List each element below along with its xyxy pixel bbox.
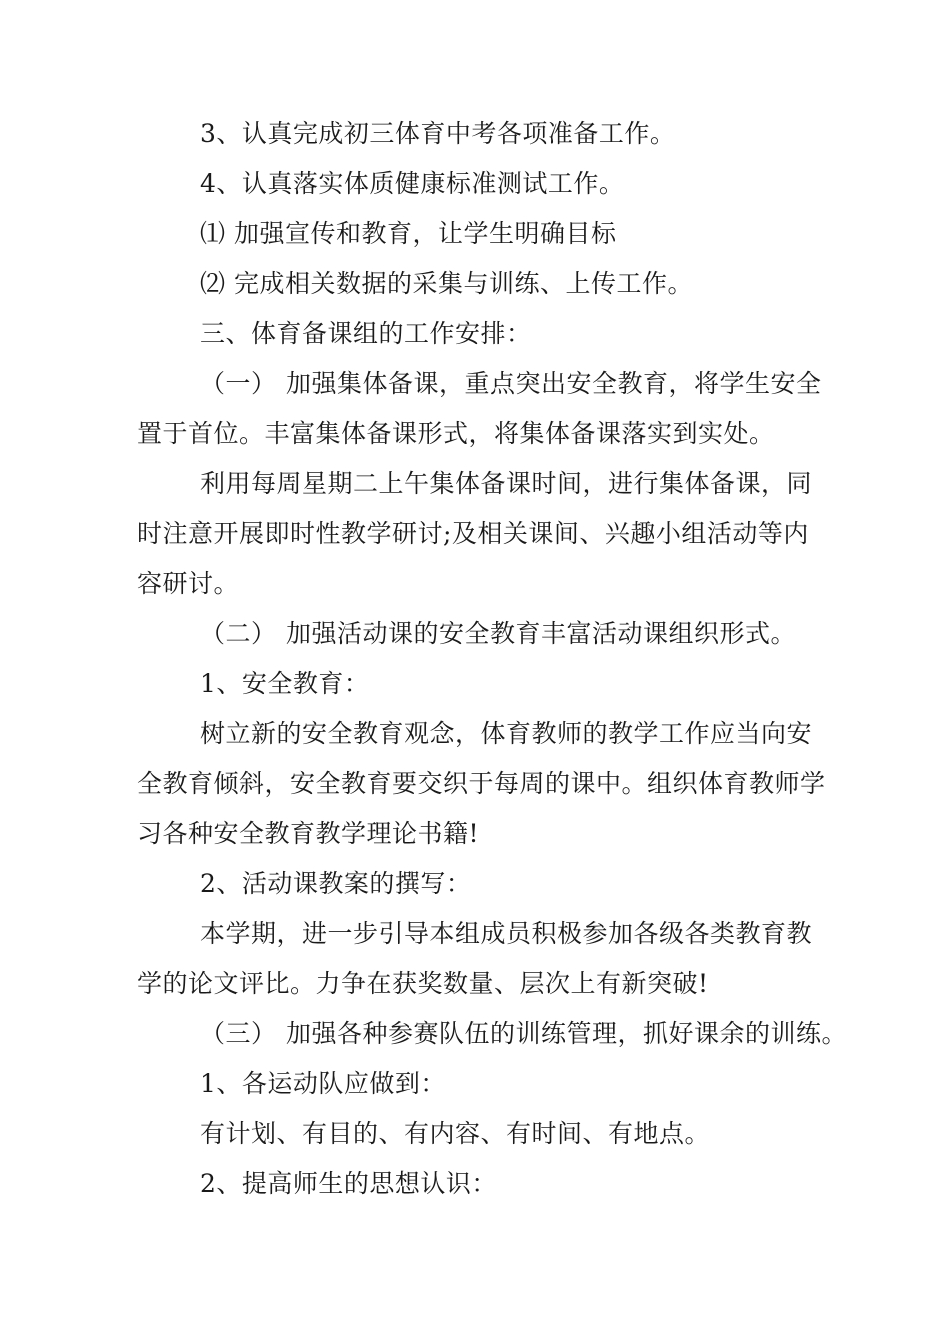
paragraph-line: ⑵ 完成相关数据的采集与训练、上传工作。: [200, 269, 693, 298]
subsection-label: （二）: [200, 619, 277, 648]
subsection-heading: [200, 369, 822, 399]
subsection-label: （三）: [200, 1019, 277, 1048]
paragraph-line: 利用每周星期二上午集体备课时间，进行集体备课，同: [200, 469, 813, 498]
paragraph-line: 时注意开展即时性教学研讨;及相关课间、兴趣小组活动等内: [137, 519, 809, 548]
subsection-text: 加强集体备课，重点突出安全教育，将学生安全: [286, 369, 822, 398]
paragraph-line: ⑴ 加强宣传和教育，让学生明确目标: [200, 219, 617, 248]
paragraph-line: 4、认真落实体质健康标准测试工作。: [200, 169, 625, 198]
paragraph-line: 习各种安全教育教学理论书籍!: [137, 819, 480, 848]
subsection-heading: [200, 1019, 847, 1049]
paragraph-line: 树立新的安全教育观念，体育教师的教学工作应当向安: [200, 719, 813, 748]
paragraph-line: 2、活动课教案的撰写：: [200, 869, 472, 898]
subsection-label: （一）: [200, 369, 277, 398]
subsection-text: 加强各种参赛队伍的训练管理，抓好课余的训练。: [286, 1019, 848, 1048]
paragraph-line: 1、安全教育：: [200, 669, 370, 698]
paragraph-line: 容研讨。: [137, 569, 240, 598]
paragraph-line: 有计划、有目的、有内容、有时间、有地点。: [200, 1119, 711, 1148]
paragraph-line: 本学期，进一步引导本组成员积极参加各级各类教育教: [200, 919, 813, 948]
section-heading: 三、体育备课组的工作安排：: [200, 319, 532, 348]
paragraph-line: 3、认真完成初三体育中考各项准备工作。: [200, 119, 676, 148]
paragraph-line: 2、提高师生的思想认识：: [200, 1169, 497, 1198]
paragraph-line: 1、各运动队应做到：: [200, 1069, 446, 1098]
paragraph-line: 置于首位。丰富集体备课形式，将集体备课落实到实处。: [137, 419, 775, 448]
subsection-text: 加强活动课的安全教育丰富活动课组织形式。: [286, 619, 797, 648]
paragraph-line: 全教育倾斜，安全教育要交织于每周的课中。组织体育教师学: [137, 769, 826, 798]
paragraph-line: 学的论文评比。力争在获奖数量、层次上有新突破!: [137, 969, 709, 998]
subsection-heading: [200, 619, 796, 649]
